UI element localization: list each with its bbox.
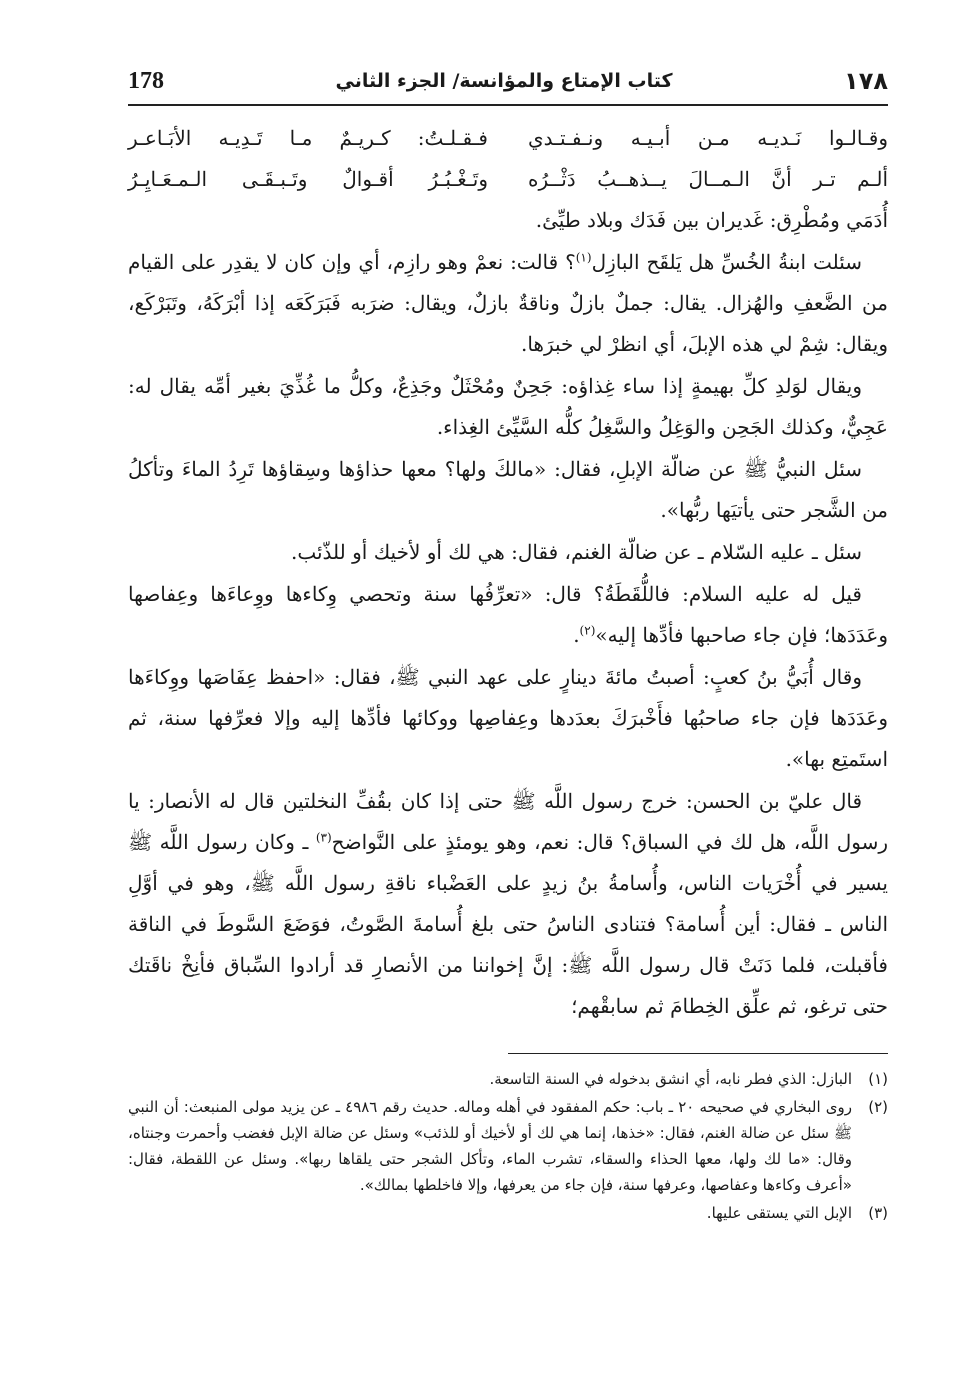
footnote-text: روى البخاري في صحيحه ٢٠ ـ باب: حكم المفقود في أهله وماله. حديث رقم ٤٩٨٦ ـ عن يزيد مولى المنبعث: أن النبي ﷺ سئل عن ضالة الغنم، فقال: «خذها، إنما هي لك أو لأخيك أو للذئب» وسئل عن ضالة الإبل فغضب وأحمرت وجنتاه، وقال: «ما لك ولها، معها الحذاء والسقاء، تشرب الماء، وتأكل الشجر حتى يلقاها ربها». وسئل عن اللقطة، فقال: «أعرف وكاءها وعفاصها، وعرفها سنة، فإن جاء من يعرفها، وإلا فاخلطها بمالك». [128,1098,853,1194]
paragraph [128,449,888,531]
paragraph-text: ؟ قالت: نعمْ وهو رازِم، أي وإن كان لا يقدِر على القيام من الضَّعفِ والهُزال. يقال: جملٌ بازلٌ وناقةٌ بازلٌ، ويقال: ضرَبه فَبَرَكَعَه إذا أبْرَكَهُ، وتَبَرْكَع، ويقال: شِمْ لي هذه الإبلَ، أي انظرْ لي خبرَها. [128,250,888,356]
footnote-text: البازل: الذي فطر نابه، أي انشق بدخوله في السنة التاسعة. [489,1070,852,1088]
paragraph [128,366,888,448]
paragraph-text: سئل النبيُّ ﷺ عن ضالّة الإبلِ، فقال: «مالكَ ولها؟ معها حذاؤها وسِقاؤها تَرِدُ الماءَ وتأكلُ من الشَّجر حتى يأتيَها ربُّها». [128,457,888,522]
verse-hemistich-second: فـقـلـتُ: كـريـمٌ مـا تَـدِيـه الأبَـاعـر [128,126,488,150]
footnote-number: (١) [868,1070,888,1088]
running-title: كتاب الإمتاع والمؤانسة/ الجزء الثاني [335,70,673,92]
footnote-number: (٢) [868,1098,888,1116]
paragraph-text: ـ وكان رسول اللَّه ﷺ يسير في أُخْرَيات الناس، وأُسامةُ بنُ زيدٍ على العَضْباء ناقةِ رسول اللَّه ﷺ، وهو في أوَّلِ الناس ـ فقال: أين أُسامة؟ فتنادى الناسُ حتى بلغ أُسامةَ الصَّوتُ، فوَضَعَ السَّوطَ في الناقة فأقبلت، فلما دَنَتْ قال رسول اللَّه ﷺ: إنَّ إخواننا من الأنصارِ قد أرادوا السِّباق فأنِخْ ناقَتك حتى ترغو، ثم علِّق الخِطامَ ثم سابقْهم؛ [128,830,888,1018]
verse-hemistich-first: ألـم تـر أنَّ الـمــالَ يــذهــبُ دَثْــرُه [528,167,888,191]
paragraph [128,781,888,1027]
paragraph-text: سئلت ابنةُ الخُسِّ هل يَلقَح البازِل [591,250,862,274]
paragraph [128,200,888,241]
paragraph-text: وقال أُبَيُّ بنُ كعبٍ: أصبتُ مائةَ دينارٍ على عهد النبي ﷺ، فقال: «احفظ عِفَاصَها ووِكاءَها وعَدَدَها فإن جاء صاحبُها فأَخْبرَكَ بعدَدها وعِفاصِها ووكائها فأدِّها إليه وإلا فعرِّفها سنة، ثم استَمتِع بها». [128,665,888,771]
footnote [128,1066,888,1092]
footnote [128,1094,888,1198]
main-text [128,118,888,1028]
page-header [128,58,888,106]
footnote-text: الإبل التي يستقى عليها. [706,1204,852,1222]
paragraph-text: ويقال لوَلدِ كلِّ بهيمةٍ إذا ساء غِذاؤه: جَحِنٌ ومُحْثَلٌ وجَذِعٌ، وكلُّ ما غُذِّيَ بغير أمِّه يقال له: عَجِيٌّ، وكذلك الجَحِن والوَغِلُ والسَّغِلُ كلُّه السَّيِّئ الغِذاء. [128,374,888,439]
paragraph [128,574,888,656]
footnote-number: (٣) [868,1204,888,1222]
footnote-divider [508,1053,888,1054]
paragraph-text: قال عليّ بن الحسن: خرج رسول اللَّه ﷺ حتى إذا كان بقُفِّ النخلتين قال له الأنصار: يا رسول اللَّه، هل لك في السباق؟ قال: نعم، وهو يومئذٍ على النَّواضح [128,789,888,854]
paragraph-text: سئل ـ عليه السّلام ـ عن ضالّة الغنم، فقال: هي لك أو لأخيك أو للذّئب. [290,540,862,564]
footnote-reference[interactable]: (٢) [579,623,596,638]
footnote-reference[interactable]: (١) [575,250,592,265]
paragraph-text: . [573,623,580,647]
poem-verse [128,118,888,159]
verse-hemistich-second: وتَـغْـبُـرُ أقـوالٌ وتَـبـقَـى الـمـعَـايِـرُ [128,167,488,191]
paragraph [128,532,888,573]
paragraph [128,657,888,780]
paragraph-text: قيل له عليه السلام: فاللُّقَطَةُ؟ قال: «تعرِّفُها سنة وتحصي وِكاءها ووِعاءَها وعِفاصها وعَدَدَها؛ فإن جاء صاحبها فأدِّها إليه» [128,582,888,647]
footnote-reference[interactable]: (٣) [315,830,332,845]
page-number-latin: 178 [128,67,164,94]
footnote [128,1200,888,1226]
poem-verse [128,159,888,200]
paragraph [128,242,888,365]
footnotes [128,1066,888,1228]
verse-hemistich-first: وقـالـوا نَـديـه مـن أبـيـه ونـفـتـدي [528,126,888,150]
page-number-arabic: ١٧٨ [844,67,888,95]
paragraph-text: أُدَمَي ومُطْرِق: غَديران بين فَدَك وبلاد طيِّئ. [535,208,888,232]
